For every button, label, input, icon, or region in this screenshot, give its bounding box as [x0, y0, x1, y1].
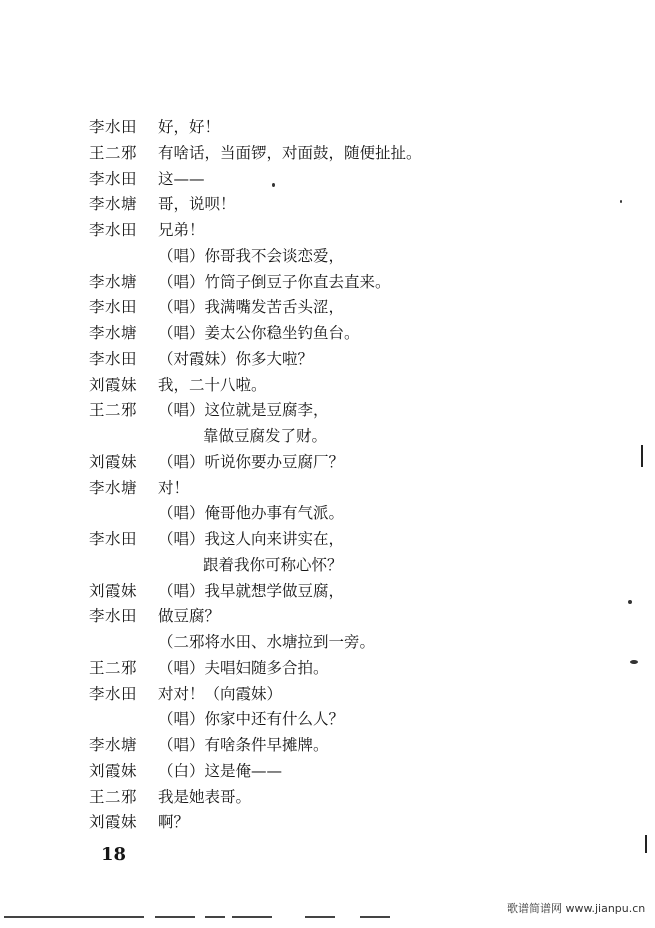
script-line: [0, 398, 655, 423]
script-line: [0, 450, 655, 475]
dialogue-text: 兄弟！: [158, 221, 205, 239]
speaker-name: 李水塘: [89, 272, 138, 291]
script-line: [0, 810, 655, 835]
dialogue-text: （唱）我这人向来讲实在，: [158, 530, 345, 548]
speaker-name: 王二邪: [89, 401, 138, 420]
script-line: [0, 192, 655, 217]
speaker-name: 李水田: [89, 607, 138, 626]
dialogue-text: 啊？: [158, 813, 190, 832]
script-line: [0, 115, 655, 140]
dialogue-text: （白）这是俺——: [158, 761, 283, 780]
bottom-rule: [360, 916, 390, 918]
dialogue-text: 我是她表哥。: [158, 787, 252, 806]
page-number: 18: [101, 844, 127, 865]
bottom-rule: [155, 916, 195, 918]
script-line: [0, 167, 655, 192]
speaker-name: 刘霞妹: [89, 813, 138, 832]
dialogue-text: （唱）夫唱妇随多合拍。: [158, 658, 329, 677]
bottom-rule: [205, 916, 225, 918]
scan-edge-mark: [645, 835, 647, 853]
speaker-name: 李水田: [89, 530, 138, 548]
dialogue-text: （唱）你哥我不会谈恋爱，: [158, 246, 345, 265]
bottom-rule: [305, 916, 335, 918]
dialogue-text: 我，二十八啦。: [158, 375, 267, 394]
dialogue-text: 有啥话，当面锣，对面鼓，随便扯扯。: [158, 143, 422, 162]
scan-edge-mark: [641, 445, 643, 467]
dialogue-text: 哥，说呗！: [158, 195, 236, 214]
speaker-name: 李水塘: [89, 736, 138, 754]
scan-speck: [630, 660, 638, 664]
speaker-name: 李水田: [89, 298, 138, 317]
dialogue-text: 这——: [158, 169, 205, 188]
speaker-name: 李水田: [89, 118, 138, 136]
dialogue-text: （对霞妹）你多大啦？: [158, 349, 314, 368]
speaker-name: 刘霞妹: [89, 581, 138, 600]
script-line: [0, 707, 655, 732]
script-line: [0, 424, 655, 449]
scan-speck: [272, 183, 275, 187]
script-line: [0, 630, 655, 655]
speaker-name: 刘霞妹: [89, 452, 138, 471]
script-line: [0, 785, 655, 810]
speaker-name: 王二邪: [89, 143, 138, 162]
scan-speck: [628, 600, 632, 604]
dialogue-text: （唱）你家中还有什么人？: [158, 710, 345, 729]
script-line: [0, 141, 655, 166]
dialogue-text: （唱）听说你要办豆腐厂？: [158, 452, 345, 471]
dialogue-text: 靠做豆腐发了财。: [203, 427, 328, 445]
dialogue-text: （唱）姜太公你稳坐钓鱼台。: [158, 324, 360, 342]
dialogue-text: （唱）竹筒子倒豆子你直去直来。: [158, 272, 391, 291]
bottom-rule: [232, 916, 272, 918]
script-line: [0, 604, 655, 629]
speaker-name: 刘霞妹: [89, 761, 138, 780]
script-line: [0, 759, 655, 784]
dialogue-text: （二邪将水田、水塘拉到一旁。: [158, 633, 376, 651]
dialogue-text: （唱）这位就是豆腐李，: [158, 401, 329, 420]
scan-speck: [620, 200, 622, 203]
speaker-name: 李水塘: [89, 324, 138, 342]
dialogue-text: 对！: [158, 478, 190, 497]
script-line: [0, 218, 655, 243]
dialogue-text: （唱）我早就想学做豆腐，: [158, 581, 345, 600]
bottom-rule: [4, 916, 144, 918]
script-line: [0, 244, 655, 269]
script-line: [0, 295, 655, 320]
dialogue-text: 对对！（向霞妹）: [158, 684, 283, 703]
script-line: [0, 579, 655, 604]
script-line: [0, 270, 655, 295]
dialogue-text: （唱）我满嘴发苦舌头涩，: [158, 298, 345, 317]
script-line: [0, 476, 655, 501]
speaker-name: 李水田: [89, 349, 138, 368]
dialogue-text: （唱）俺哥他办事有气派。: [158, 504, 345, 523]
speaker-name: 李水田: [89, 684, 138, 703]
script-line: [0, 373, 655, 398]
speaker-name: 李水田: [89, 221, 138, 239]
script-line: [0, 733, 655, 758]
script-line: [0, 347, 655, 372]
dialogue-text: （唱）有啥条件早摊牌。: [158, 736, 329, 754]
script-line: [0, 682, 655, 707]
dialogue-text: 跟着我你可称心怀？: [203, 555, 343, 574]
script-line: [0, 501, 655, 526]
script-line: [0, 656, 655, 681]
speaker-name: 王二邪: [89, 787, 138, 806]
dialogue-text: 做豆腐？: [158, 607, 221, 626]
dialogue-text: 好，好！: [158, 118, 221, 136]
script-line: [0, 553, 655, 578]
script-line: [0, 527, 655, 552]
speaker-name: 王二邪: [89, 658, 138, 677]
speaker-name: 李水田: [89, 169, 138, 188]
speaker-name: 刘霞妹: [89, 375, 138, 394]
speaker-name: 李水塘: [89, 478, 138, 497]
speaker-name: 李水塘: [89, 195, 138, 214]
watermark: 歌谱简谱网 www.jianpu.cn: [507, 902, 646, 915]
script-line: [0, 321, 655, 346]
